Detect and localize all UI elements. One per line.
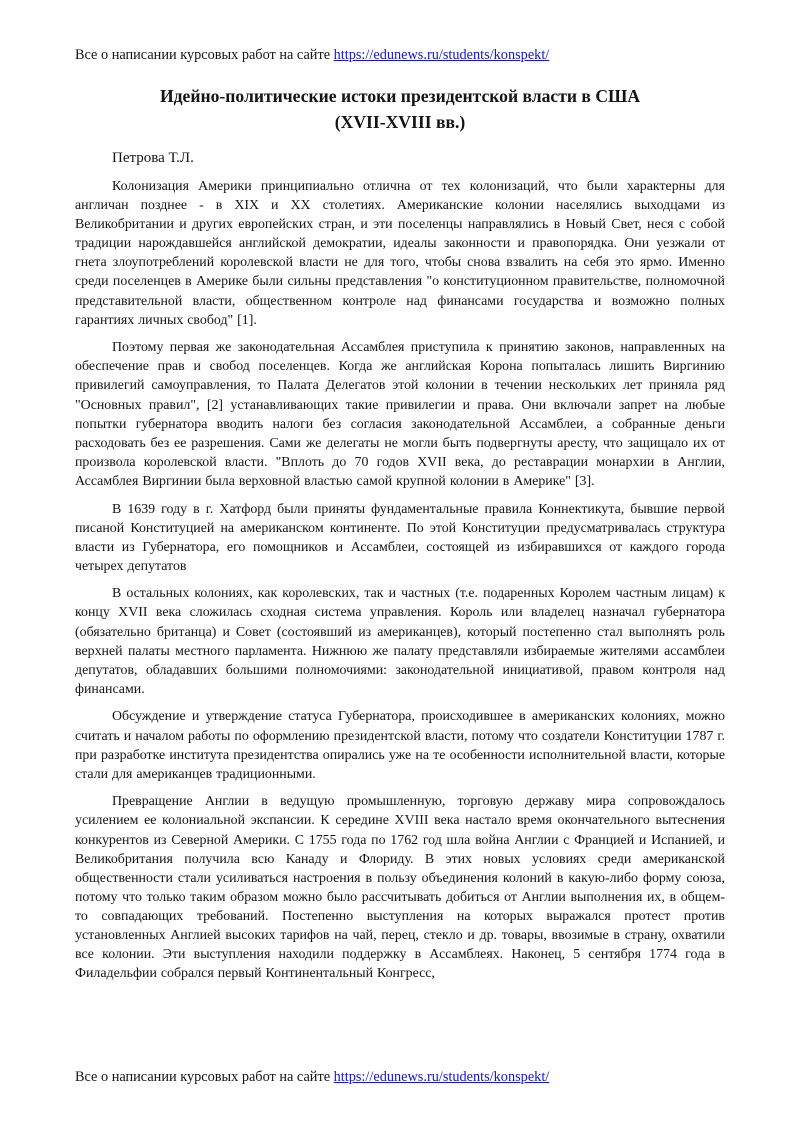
site-note-link[interactable]: https://edunews.ru/students/konspekt/ xyxy=(333,47,550,63)
site-note-bottom xyxy=(75,1068,549,1086)
page-title-line-1: Идейно-политические истоки президентской власти в США xyxy=(159,86,641,106)
site-note-top xyxy=(75,46,725,64)
page-title xyxy=(75,84,725,135)
author-name: Петрова Т.Л. xyxy=(112,150,194,166)
site-note-text: Все о написании курсовых работ на сайте xyxy=(75,47,334,63)
site-note-text: Все о написании курсовых работ на сайте xyxy=(75,1069,334,1085)
paragraph-england-expansion: Превращение Англии в ведущую промышленную, торговую державу мира сопровождалось усилением ее колониальной экспансии. К середине XVIII века настало время окончательного вытеснения конкурентов из Северной Америки. С 1755 года по 1762 год шла война Англии с Францией и Испанией, и Великобритания получила всю Канаду и Флориду. В этих новых условиях среди американской общественности стали усиливаться настроения в пользу объединения колоний в какую-либо форму союза, потому что только таким образом можно было рассчитывать добиться от Англии выполнения их, в общем-то совпадающих требований. Постепенно выступления на которых выражался протест против установленных Англией высоких тарифов на чай, перец, стекло и др. товары, ввозимые в страну, охватили все колонии. Эти выступления находили поддержку в Ассамблеях. Наконец, 5 сентября 1774 года в Филадельфии собрался первый Континентальный Конгресс, xyxy=(75,794,725,982)
paragraph-colonization: Колонизация Америки принципиально отлична от тех колонизаций, что были характерны для англичан позднее - в XIX и XX столетиях. Американские колонии населялись выходцами из Великобритании и других европейских стран, и эти поселенцы направлялись в Новый Свет, неся с собой традиции нарождавшейся английской демократии, идеалы законности и правопорядка. Они уезжали от гнета злоупотреблений королевской власти не для того, чтобы снова взвалить на себя это ярмо. Именно среди поселенцев в Америке были сильны представления "о конституционном правительстве, полномочной представительной власти, общественном контроле над финансами государства и возможно полных гарантиях личных свобод" [1]. xyxy=(75,179,725,328)
paragraph-assembly-laws: Поэтому первая же законодательная Ассамблея приступила к принятию законов, направленных на обеспечение прав и свобод поселенцев. Когда же английская Корона попыталась лишить Виргинию привилегий самоуправления, то Палата Делегатов этой колонии в течении нескольких лет приняла ряд "Основных правил", [2] устанавливающих такие привилегии и права. Они включали запрет на любые попытки губернатора вводить налоги без согласия законодательной Ассамблеи, а собранные деньги расходовать без ее разрешения. Сами же делегаты не могли быть подвергнуты аресту, что защищало их от произвола королевской власти. "Вплоть до 70 годов XVII века, до реставрации монархии в Англии, Ассамблея Виргинии была верховной властью самой крупной колонии в Америке" [3]. xyxy=(75,340,725,489)
paragraph-governor-status: Обсуждение и утверждение статуса Губернатора, происходившее в американских колониях, можно считать и началом работы по оформлению президентской власти, потому что создатели Конституции 1787 г. при разработке института президентства опирались уже на те особенности исполнительной власти, которые стали для американцев традиционными. xyxy=(75,709,725,782)
site-note-link[interactable]: https://edunews.ru/students/konspekt/ xyxy=(333,1069,550,1085)
paragraph-connecticut-1639: В 1639 году в г. Хатфорд были приняты фундаментальные правила Коннектикута, бывшие первой писаной Конституцией на американском континенте. По этой Конституции предусматривалась структура власти из Губернатора, его помощников и Ассамблеи, состоящей из избиравшихся от каждого города четырех депутатов xyxy=(75,501,725,574)
page-title-line-2: (XVII-XVIII вв.) xyxy=(334,111,466,132)
paragraph-other-colonies: В остальных колониях, как королевских, так и частных (т.е. подаренных Королем частным лицам) к концу XVII века сложилась сходная система управления. Король или владелец назначал губернатора (обязательно британца) и Совет (состоявший из американцев), который постепенно стал выполнять роль верхней палаты местного парламента. Нижнюю же палату представляли избираемые жителями ассамблеи депутатов, обладавших большими полномочиями: законодательной инициативой, правом контроля над финансами. xyxy=(75,586,725,697)
article-body xyxy=(75,177,725,983)
